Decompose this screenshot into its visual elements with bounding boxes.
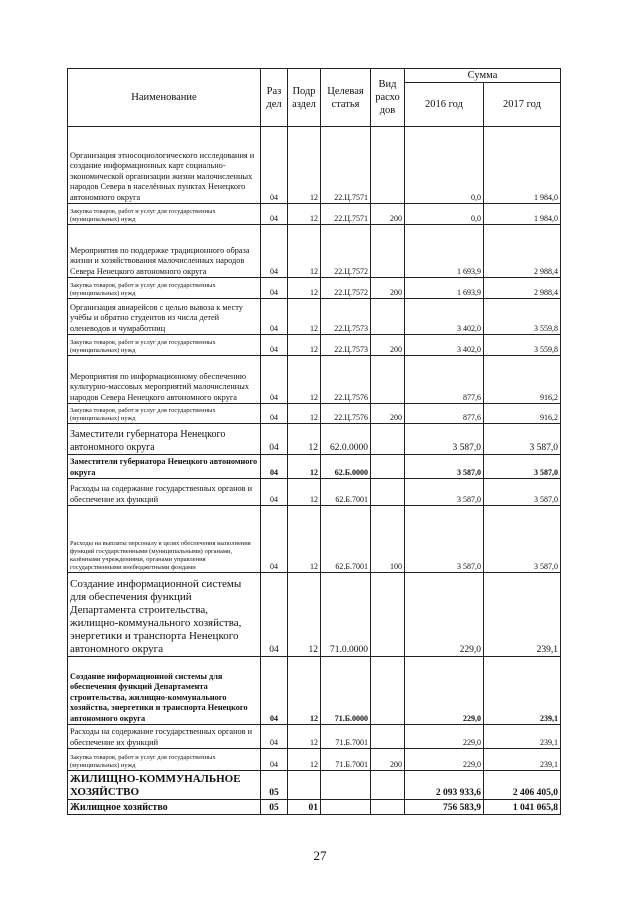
row-vid	[371, 573, 405, 657]
row-vid	[371, 479, 405, 506]
row-razdel: 04	[261, 335, 288, 356]
table-row	[68, 657, 561, 725]
row-name: Расходы на содержание государственных органов и обеспечение их функций	[68, 479, 261, 506]
row-vid	[371, 657, 405, 725]
row-sum-2017: 3 587,0	[484, 506, 561, 573]
row-vid	[371, 771, 405, 800]
header-razdel: Раз дел	[261, 69, 288, 127]
row-target: 71.Б.0000	[321, 657, 371, 725]
row-name: Расходы на выплаты персоналу в целях обеспечения выполнения функций государственными (муниципальными) органами, казёнными учреждениями, органами управления государственными внебюджетными фондами	[68, 506, 261, 573]
row-target: 22.Ц.7573	[321, 299, 371, 335]
row-sum-2017: 239,1	[484, 573, 561, 657]
row-target: 22.Ц.7576	[321, 404, 371, 424]
row-name: Создание информационной системы для обеспечения функций Департамента строительства, жилищно-коммунального хозяйства, энергетики и транспорта Ненецкого автономного округа	[68, 573, 261, 657]
row-name: Жилищное хозяйство	[68, 800, 261, 815]
page-number: 27	[313, 848, 327, 863]
row-podrazdel: 12	[288, 204, 321, 225]
table-row	[68, 573, 561, 657]
row-podrazdel: 12	[288, 749, 321, 771]
row-vid	[371, 356, 405, 404]
table-row	[68, 278, 561, 299]
row-vid: 200	[371, 404, 405, 424]
row-vid: 100	[371, 506, 405, 573]
row-vid	[371, 225, 405, 278]
table-row	[68, 225, 561, 278]
row-vid: 200	[371, 335, 405, 356]
row-razdel: 04	[261, 725, 288, 749]
row-sum-2017: 239,1	[484, 725, 561, 749]
row-target: 71.Б.7001	[321, 725, 371, 749]
row-name: Мероприятия по поддержке традиционного образа жизни и хозяйствования малочисленных народов Севера Ненецкого автономного округа	[68, 225, 261, 278]
row-sum-2016: 229,0	[405, 749, 484, 771]
row-podrazdel: 12	[288, 455, 321, 479]
row-razdel: 05	[261, 800, 288, 815]
row-vid	[371, 800, 405, 815]
table-row	[68, 335, 561, 356]
row-name: Закупка товаров, работ и услуг для государственных (муниципальных) нужд	[68, 404, 261, 424]
row-podrazdel: 12	[288, 506, 321, 573]
row-target	[321, 800, 371, 815]
header-sum: Сумма	[405, 69, 561, 83]
header-year-2017: 2017 год	[484, 83, 561, 127]
row-sum-2016: 229,0	[405, 725, 484, 749]
row-razdel: 04	[261, 424, 288, 455]
row-target: 62.Б.7001	[321, 506, 371, 573]
row-sum-2016: 877,6	[405, 404, 484, 424]
row-name: Заместители губернатора Ненецкого автономного округа	[68, 424, 261, 455]
row-razdel: 04	[261, 225, 288, 278]
row-vid: 200	[371, 204, 405, 225]
row-sum-2016: 2 093 933,6	[405, 771, 484, 800]
row-name: Расходы на содержание государственных органов и обеспечение их функций	[68, 725, 261, 749]
row-sum-2017: 239,1	[484, 749, 561, 771]
row-vid	[371, 455, 405, 479]
table-row	[68, 127, 561, 204]
row-sum-2017: 2 988,4	[484, 278, 561, 299]
row-name: Закупка товаров, работ и услуг для государственных (муниципальных) нужд	[68, 278, 261, 299]
row-razdel: 04	[261, 573, 288, 657]
row-sum-2016: 756 583,9	[405, 800, 484, 815]
budget-table	[67, 68, 561, 815]
row-sum-2017: 239,1	[484, 657, 561, 725]
row-podrazdel: 01	[288, 800, 321, 815]
row-razdel: 04	[261, 404, 288, 424]
header-year-2016: 2016 год	[405, 83, 484, 127]
row-razdel: 04	[261, 455, 288, 479]
table-row	[68, 800, 561, 815]
row-razdel: 04	[261, 278, 288, 299]
row-vid	[371, 299, 405, 335]
table-row	[68, 356, 561, 404]
row-podrazdel: 12	[288, 127, 321, 204]
row-podrazdel: 12	[288, 479, 321, 506]
row-sum-2017: 3 559,8	[484, 335, 561, 356]
row-vid: 200	[371, 278, 405, 299]
row-podrazdel: 12	[288, 404, 321, 424]
row-sum-2016: 229,0	[405, 657, 484, 725]
header-target: Целевая статья	[321, 69, 371, 127]
row-sum-2017: 3 587,0	[484, 455, 561, 479]
row-podrazdel	[288, 771, 321, 800]
row-razdel: 04	[261, 356, 288, 404]
row-target: 71.Б.7001	[321, 749, 371, 771]
table-row	[68, 725, 561, 749]
row-name: Закупка товаров, работ и услуг для государственных (муниципальных) нужд	[68, 204, 261, 225]
row-sum-2017: 3 587,0	[484, 479, 561, 506]
row-vid	[371, 725, 405, 749]
row-sum-2017: 1 041 065,8	[484, 800, 561, 815]
row-sum-2017: 3 559,8	[484, 299, 561, 335]
row-sum-2017: 2 988,4	[484, 225, 561, 278]
row-sum-2016: 0,0	[405, 127, 484, 204]
row-sum-2016: 1 693,9	[405, 225, 484, 278]
row-razdel: 04	[261, 127, 288, 204]
header-vid: Вид расхо дов	[371, 69, 405, 127]
row-name: Организация этносоциологического исследования и создание информационных карт социально-экономической организации жизни малочисленных народов Севера в населённых пунктах Ненецкого автономного округа	[68, 127, 261, 204]
row-name: Закупка товаров, работ и услуг для государственных (муниципальных) нужд	[68, 749, 261, 771]
row-razdel: 04	[261, 299, 288, 335]
row-target: 22.Ц.7571	[321, 127, 371, 204]
row-target: 22.Ц.7573	[321, 335, 371, 356]
row-sum-2016: 3 402,0	[405, 335, 484, 356]
row-name: ЖИЛИЩНО-КОММУНАЛЬНОЕ ХОЗЯЙСТВО	[68, 771, 261, 800]
table-row	[68, 424, 561, 455]
row-target: 62.0.0000	[321, 424, 371, 455]
row-podrazdel: 12	[288, 725, 321, 749]
row-vid	[371, 127, 405, 204]
row-razdel: 04	[261, 479, 288, 506]
row-name: Создание информационной системы для обеспечения функций Департамента строительства, жилищно-коммунального хозяйства, энергетики и транспорта Ненецкого автономного округа	[68, 657, 261, 725]
row-sum-2016: 3 587,0	[405, 506, 484, 573]
row-podrazdel: 12	[288, 335, 321, 356]
table-row	[68, 749, 561, 771]
row-razdel: 04	[261, 749, 288, 771]
row-razdel: 04	[261, 657, 288, 725]
row-vid: 200	[371, 749, 405, 771]
table-row	[68, 404, 561, 424]
row-razdel: 04	[261, 506, 288, 573]
row-sum-2017: 916,2	[484, 404, 561, 424]
row-target: 22.Ц.7572	[321, 225, 371, 278]
row-podrazdel: 12	[288, 225, 321, 278]
row-podrazdel: 12	[288, 299, 321, 335]
table-row	[68, 479, 561, 506]
row-sum-2017: 3 587,0	[484, 424, 561, 455]
row-sum-2016: 3 587,0	[405, 479, 484, 506]
row-podrazdel: 12	[288, 573, 321, 657]
table-row	[68, 506, 561, 573]
row-target: 62.Б.7001	[321, 479, 371, 506]
row-podrazdel: 12	[288, 278, 321, 299]
row-name: Заместители губернатора Ненецкого автономного округа	[68, 455, 261, 479]
table-row	[68, 299, 561, 335]
row-target: 71.0.0000	[321, 573, 371, 657]
table-row	[68, 455, 561, 479]
row-sum-2017: 1 984,0	[484, 204, 561, 225]
table-row	[68, 771, 561, 800]
row-name: Мероприятия по информационному обеспечению культурно-массовых мероприятий малочисленных народов Севера Ненецкого автономного округа	[68, 356, 261, 404]
row-sum-2016: 3 402,0	[405, 299, 484, 335]
row-sum-2016: 877,6	[405, 356, 484, 404]
row-name: Закупка товаров, работ и услуг для государственных (муниципальных) нужд	[68, 335, 261, 356]
table-row	[68, 204, 561, 225]
row-sum-2016: 1 693,9	[405, 278, 484, 299]
row-sum-2017: 916,2	[484, 356, 561, 404]
row-name: Организация авиарейсов с целью вывоза к месту учёбы и обратно студентов из числа детей оленеводов и чумработниц	[68, 299, 261, 335]
row-sum-2016: 3 587,0	[405, 455, 484, 479]
row-target: 22.Ц.7571	[321, 204, 371, 225]
row-target: 22.Ц.7576	[321, 356, 371, 404]
row-sum-2016: 0,0	[405, 204, 484, 225]
header-name: Наименование	[68, 69, 261, 127]
row-razdel: 05	[261, 771, 288, 800]
header-podrazdel: Подр аздел	[288, 69, 321, 127]
row-vid	[371, 424, 405, 455]
row-target	[321, 771, 371, 800]
row-razdel: 04	[261, 204, 288, 225]
row-sum-2017: 1 984,0	[484, 127, 561, 204]
row-sum-2016: 229,0	[405, 573, 484, 657]
row-podrazdel: 12	[288, 424, 321, 455]
row-sum-2017: 2 406 405,0	[484, 771, 561, 800]
row-podrazdel: 12	[288, 657, 321, 725]
row-podrazdel: 12	[288, 356, 321, 404]
row-sum-2016: 3 587,0	[405, 424, 484, 455]
row-target: 22.Ц.7572	[321, 278, 371, 299]
row-target: 62.Б.0000	[321, 455, 371, 479]
